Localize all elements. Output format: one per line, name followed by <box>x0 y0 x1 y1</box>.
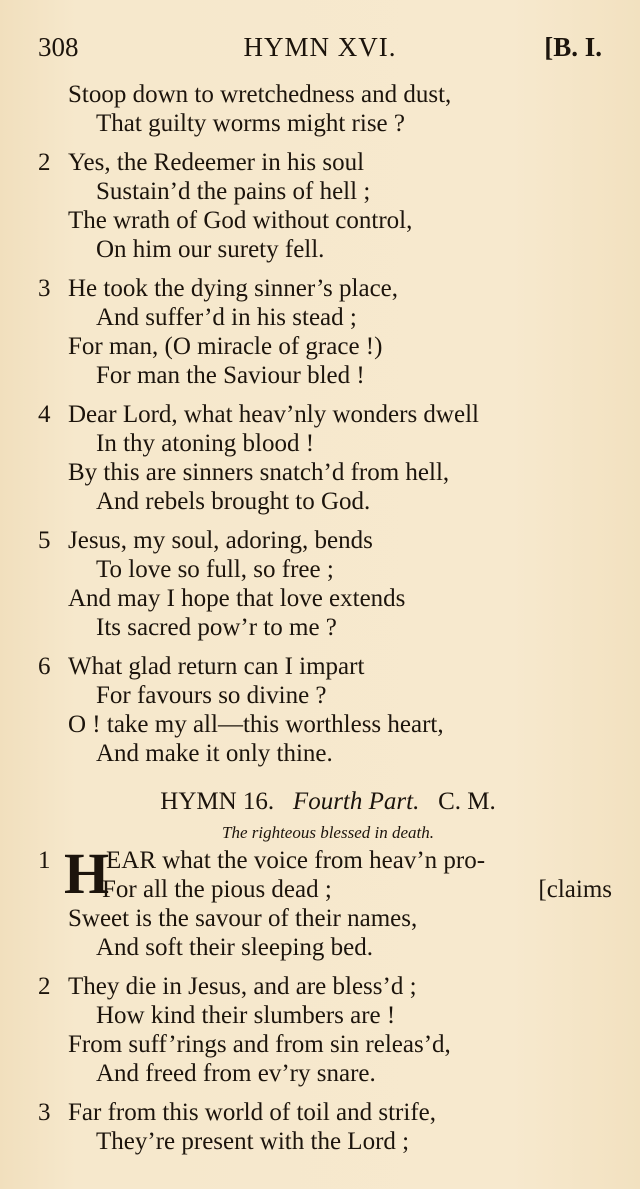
hymn-subtitle: The righteous blessed in death. <box>221 823 434 842</box>
hymn-number: HYMN 16. <box>160 788 275 815</box>
show-through-text <box>618 60 640 960</box>
verse <box>38 972 618 1088</box>
verse-line: Yes, the Redeemer in his soul <box>68 149 365 176</box>
hymn-meter: C. M. <box>438 788 496 815</box>
verse-line: And soft their sleeping bed. <box>96 934 374 961</box>
verse-line: And freed from ev’ry snare. <box>96 1060 376 1087</box>
verse-line: For man the Saviour bled ! <box>96 362 365 389</box>
verse <box>38 1098 618 1156</box>
verse-line: O ! take my all—this worthless heart, <box>68 711 444 738</box>
verse-line: The wrath of God without control, <box>68 207 413 234</box>
verse-line: For man, (O miracle of grace !) <box>68 333 383 360</box>
verse-line: And rebels brought to God. <box>96 488 371 515</box>
verse-number: 2 <box>38 973 51 1000</box>
verse-line: Stoop down to wretchedness and dust, <box>68 81 452 108</box>
verse <box>38 841 618 962</box>
verse-number: 1 <box>38 847 51 874</box>
verse-line: For all the pious dead ; <box>102 876 332 903</box>
verse-line: That guilty worms might rise ? <box>96 110 405 137</box>
verse-line: Far from this world of toil and strife, <box>68 1099 436 1126</box>
verse-line: And may I hope that love extends <box>68 585 406 612</box>
verse-number: 6 <box>38 653 51 680</box>
page-number: 308 <box>38 32 79 62</box>
verse-number: 4 <box>38 401 51 428</box>
verse-line: And make it only thine. <box>96 740 333 767</box>
verse-line: Jesus, my soul, adoring, bends <box>68 527 373 554</box>
page-header <box>38 32 602 72</box>
verse-line: Its sacred pow’r to me ? <box>96 614 337 641</box>
verse-line: EAR what the voice from heav’n pro- <box>106 847 486 874</box>
verse-number: 3 <box>38 275 51 302</box>
verse-line: What glad return can I impart <box>68 653 365 680</box>
verse-line: Sweet is the savour of their names, <box>68 905 418 932</box>
verse-line: On him our surety fell. <box>96 236 325 263</box>
verse-line: By this are sinners snatch’d from hell, <box>68 459 450 486</box>
hymn-text <box>38 80 618 1156</box>
verse <box>38 148 618 264</box>
verse-line: They’re present with the Lord ; <box>96 1128 410 1155</box>
verse-line: To love so full, so free ; <box>96 556 334 583</box>
verse-line: Dear Lord, what heav’nly wonders dwell <box>68 401 479 428</box>
book-marker: [B. I. <box>544 32 602 62</box>
verse-line: Sustain’d the pains of hell ; <box>96 178 371 205</box>
verse-line: From suff’rings and from sin releas’d, <box>68 1031 451 1058</box>
line-turnover: [claims <box>538 876 612 903</box>
verse-line: How kind their slumbers are ! <box>96 1002 396 1029</box>
verse-number: 3 <box>38 1099 51 1126</box>
running-title: HYMN XVI. <box>243 32 397 62</box>
verse-line: In thy atoning blood ! <box>96 430 315 457</box>
verse <box>38 274 618 390</box>
verse-number: 5 <box>38 527 51 554</box>
verse-line: They die in Jesus, and are bless’d ; <box>68 973 417 1000</box>
hymn-part: Fourth Part. <box>292 788 420 815</box>
verse <box>38 526 618 642</box>
verse-line: For favours so divine ? <box>96 682 327 709</box>
verse <box>38 400 618 516</box>
verse-number: 2 <box>38 149 51 176</box>
verse-line: And suffer’d in his stead ; <box>96 304 357 331</box>
verse <box>38 652 618 768</box>
hymn-heading <box>38 784 618 820</box>
verse-line: He took the dying sinner’s place, <box>68 275 399 302</box>
drop-cap: H <box>64 841 110 906</box>
